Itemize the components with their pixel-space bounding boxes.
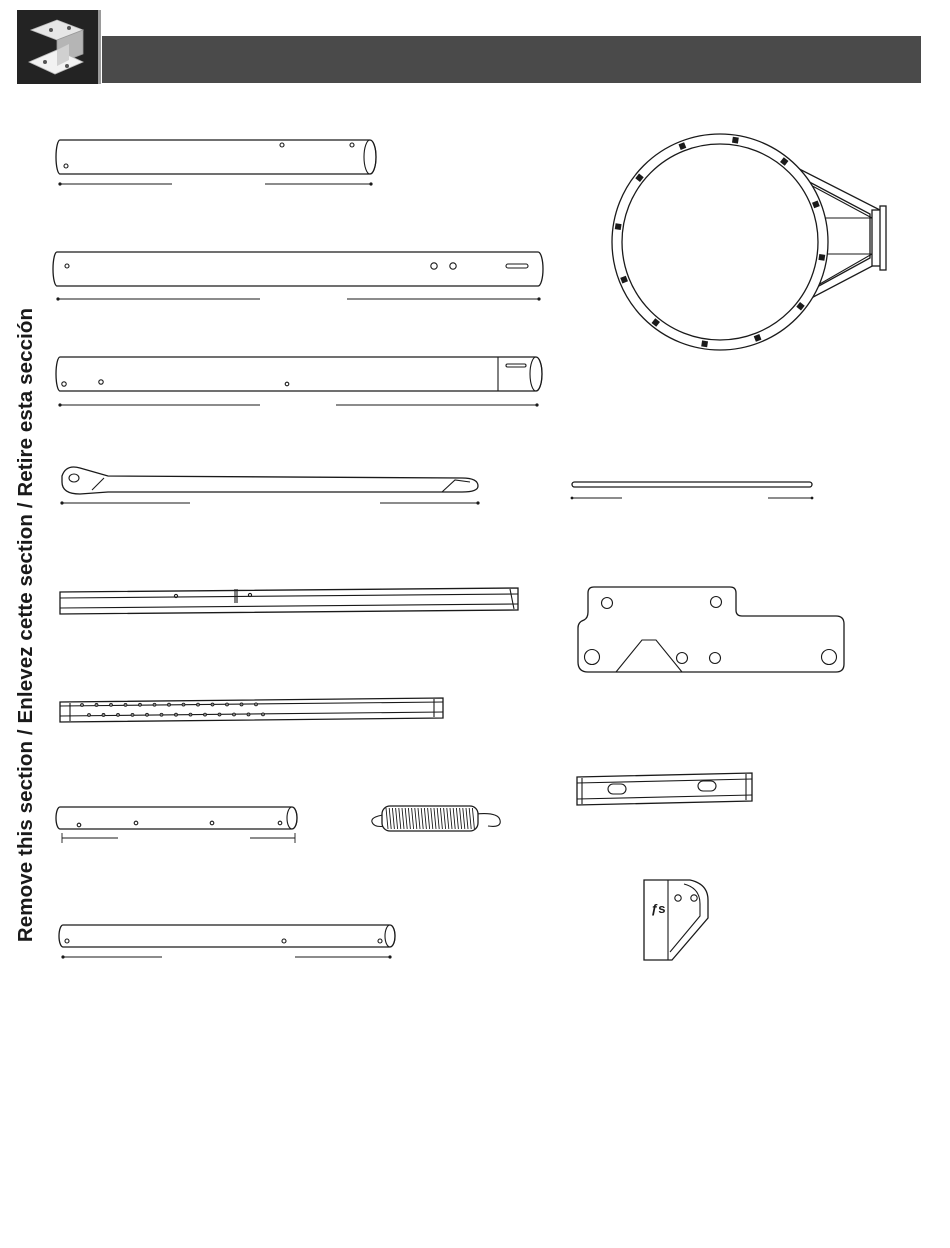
remove-section-label: Remove this section / Enlevez cette section / Retire esta sección bbox=[14, 307, 37, 943]
part-tube-long-slotted bbox=[53, 252, 543, 301]
part-brace-bracket bbox=[644, 880, 708, 960]
part-channel-adjustable bbox=[60, 698, 443, 722]
part-channel-jointed bbox=[60, 588, 518, 614]
svg-text:ƒs: ƒs bbox=[651, 901, 666, 916]
part-tube-bottom bbox=[59, 925, 395, 959]
part-tube-long-swaged bbox=[56, 357, 542, 407]
part-slotted-channel bbox=[577, 773, 752, 805]
part-strut-flattened bbox=[60, 467, 479, 505]
part-spring bbox=[372, 806, 500, 831]
part-mounting-plate bbox=[578, 587, 844, 672]
part-tube-small bbox=[56, 807, 297, 843]
part-basketball-rim bbox=[612, 134, 886, 350]
part-rod-thin bbox=[571, 482, 814, 499]
part-tube-short bbox=[56, 140, 376, 186]
